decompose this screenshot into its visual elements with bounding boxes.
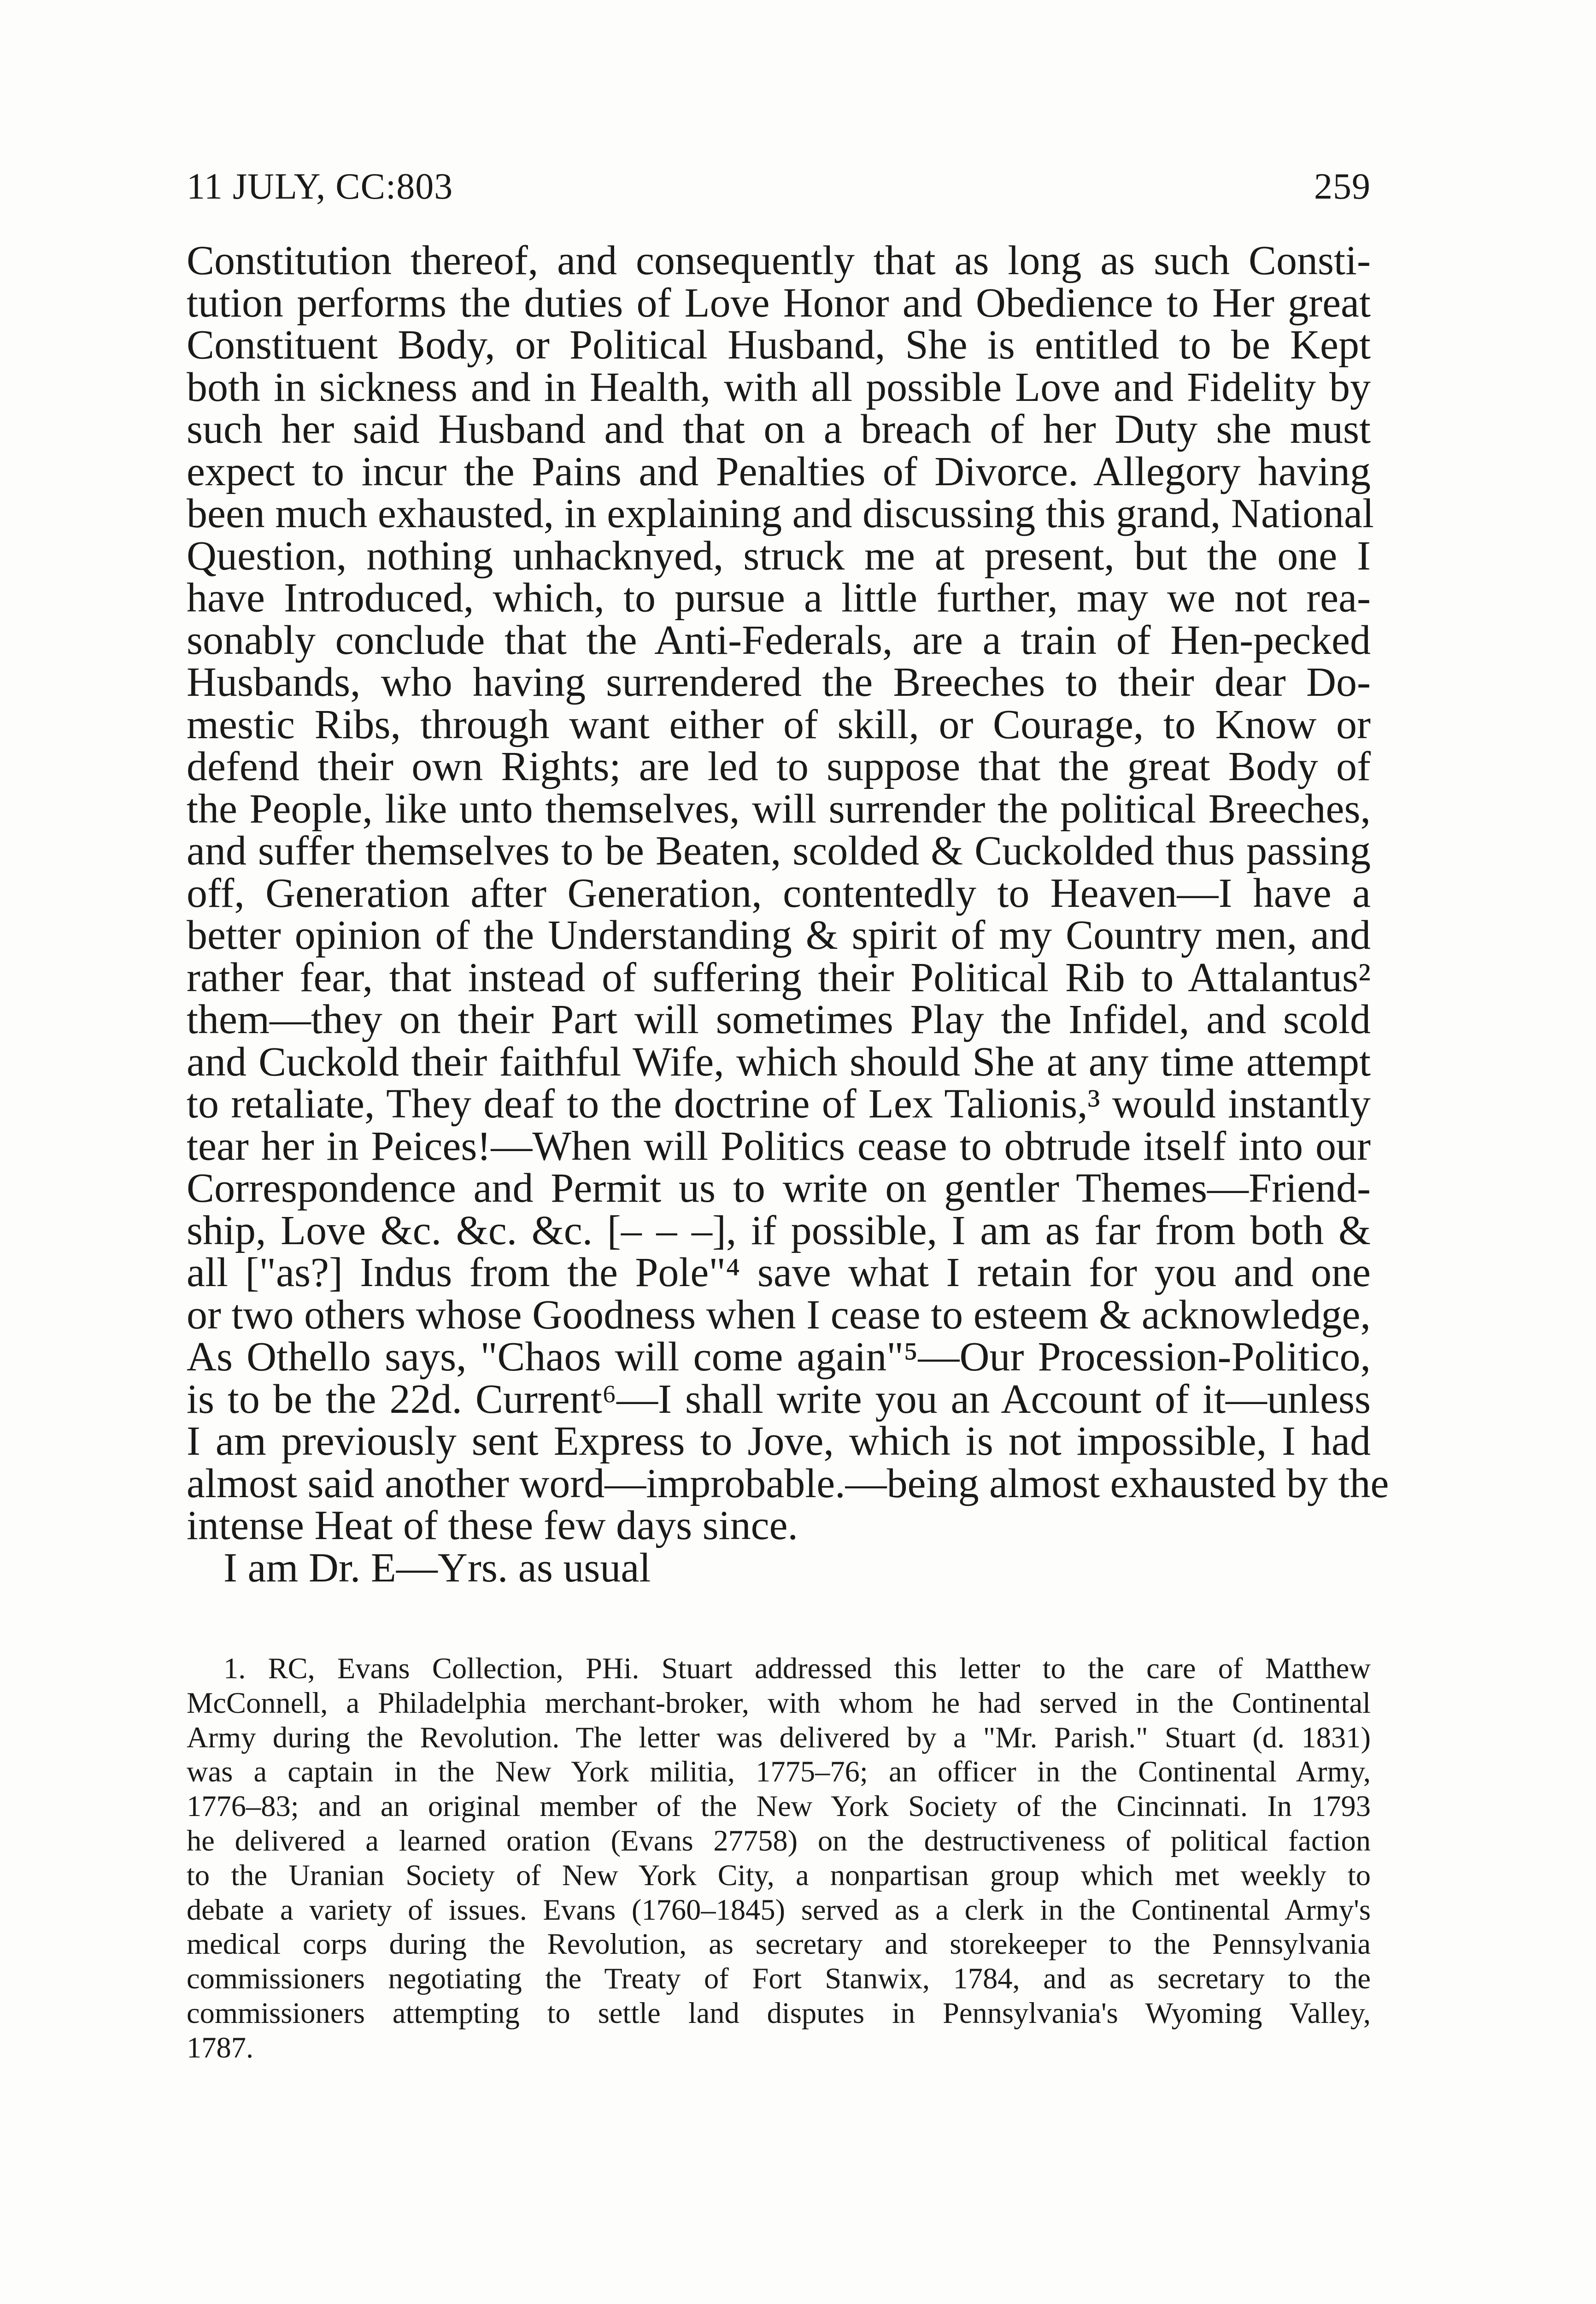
body-line: mestic Ribs, through want either of skill, or Courage, to Know or [187,701,1371,747]
body-line: them—they on their Part will sometimes Play the Infidel, and scold [187,997,1371,1042]
body-line: Question, nothing unhacknyed, struck me at present, but the one I [187,533,1371,579]
body-line: Constitution thereof, and consequently that as long as such Consti- [187,238,1371,283]
footnote-line: commissioners negotiating the Treaty of Fort Stanwix, 1784, and as secretary to the [187,1962,1371,1995]
body-line: better opinion of the Understanding & spirit of my Country men, and [187,912,1371,958]
closing-line: I am Dr. E—Yrs. as usual [223,1545,651,1591]
body-line: sonably conclude that the Anti-Federals, are a train of Hen-pecked [187,617,1371,663]
running-head [187,166,1371,217]
running-head-date: 11 JULY, CC:803 [187,166,453,207]
body-line: I am previously sent Express to Jove, which is not impossible, I had [187,1418,1371,1464]
body-line: and suffer themselves to be Beaten, scolded & Cuckolded thus passing [187,828,1371,874]
footnote-line: McConnell, a Philadelphia merchant-broker, with whom he had served in the Continental [187,1686,1371,1719]
body-line: been much exhausted, in explaining and discussing this grand, National [187,491,1374,536]
letter-body [187,238,1389,1591]
body-line: expect to incur the Pains and Penalties of Divorce. Allegory having [187,448,1371,494]
page-number: 259 [1314,166,1371,207]
footnote-line: debate a variety of issues. Evans (1760–1845) served as a clerk in the Continental Army's [187,1893,1371,1926]
body-line: have Introduced, which, to pursue a little further, may we not rea- [187,575,1371,621]
body-line: or two others whose Goodness when I cease to esteem & acknowledge, [187,1292,1371,1338]
body-line: is to be the 22d. Current⁶—I shall write you an Account of it—unless [187,1376,1371,1422]
footnote-line: to the Uranian Society of New York City, a nonpartisan group which met weekly to [187,1858,1371,1892]
footnote-line: was a captain in the New York militia, 1775–76; an officer in the Continental Army, [187,1755,1371,1788]
body-line: Constituent Body, or Political Husband, She is entitled to be Kept [187,322,1371,368]
body-line: and Cuckold their faithful Wife, which should She at any time attempt [187,1039,1371,1085]
body-line: such her said Husband and that on a breach of her Duty she must [187,406,1371,452]
body-line: tution performs the duties of Love Honor and Obedience to Her great [187,280,1371,326]
body-line: to retaliate, They deaf to the doctrine of Lex Talionis,³ would instantly [187,1081,1371,1127]
body-line: tear her in Peices!—When will Politics cease to obtrude itself into our [187,1123,1371,1169]
body-line: rather fear, that instead of suffering their Political Rib to Attalantus² [187,954,1371,1000]
footnote-line: Army during the Revolution. The letter was delivered by a "Mr. Parish." Stuart (d. 1831) [187,1721,1371,1754]
body-line: both in sickness and in Health, with all possible Love and Fidelity by [187,364,1371,410]
body-line: Husbands, who having surrendered the Breeches to their dear Do- [187,659,1371,705]
footnote-line: he delivered a learned oration (Evans 27758) on the destructiveness of political faction [187,1824,1371,1857]
body-line: intense Heat of these few days since. [187,1503,798,1548]
footnote-line: 1776–83; and an original member of the New York Society of the Cincinnati. In 1793 [187,1790,1371,1823]
footnote-line: commissioners attempting to settle land disputes in Pennsylvania's Wyoming Valley, [187,1996,1371,2029]
body-line: As Othello says, "Chaos will come again"⁵—Our Procession-Politico, [187,1334,1371,1380]
footnote-line: medical corps during the Revolution, as secretary and storekeeper to the Pennsylvania [187,1928,1371,1961]
footnotes [187,1652,1371,2065]
footnote-line: 1. RC, Evans Collection, PHi. Stuart addressed this letter to the care of Matthew [223,1652,1371,1685]
body-line: almost said another word—improbable.—being almost exhausted by the [187,1460,1389,1506]
footnote-line: 1787. [187,2031,254,2064]
body-line: Correspondence and Permit us to write on gentler Themes—Friend- [187,1165,1371,1211]
body-line: ship, Love &c. &c. &c. [– – –], if possible, I am as far from both & [187,1207,1371,1253]
body-line: off, Generation after Generation, contentedly to Heaven—I have a [187,870,1371,916]
body-line: defend their own Rights; are led to suppose that the great Body of [187,744,1371,789]
body-line: all ["as?] Indus from the Pole"⁴ save what I retain for you and one [187,1250,1371,1295]
body-line: the People, like unto themselves, will surrender the political Breeches, [187,786,1371,832]
